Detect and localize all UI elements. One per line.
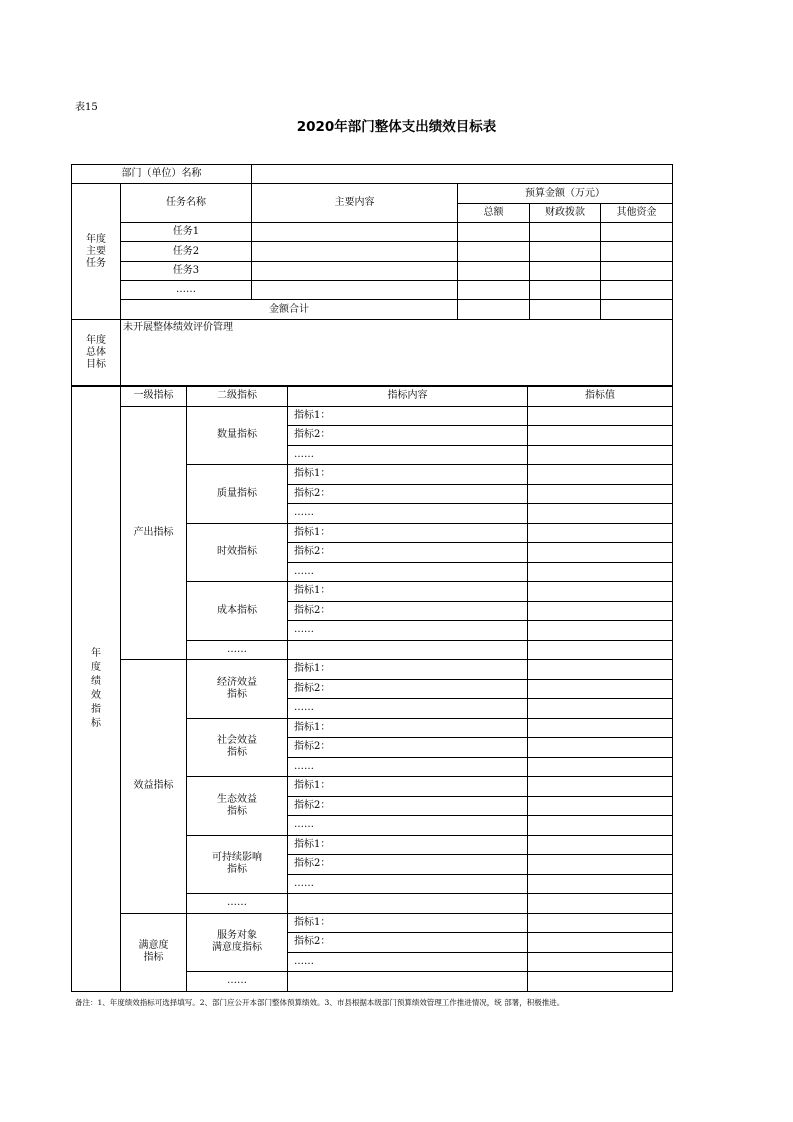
task-row (72, 262, 673, 281)
indicator-content-cell[interactable] (288, 972, 528, 992)
col-indicator-value: 指标值 (528, 387, 673, 407)
indicator-content-cell[interactable]: 指标1： (288, 777, 528, 797)
level2-indicator: 服务对象 满意度指标 (187, 913, 288, 972)
goal-text[interactable]: 未开展整体绩效评价管理 (121, 320, 673, 386)
dept-name-field[interactable] (252, 165, 673, 184)
level2-indicator: 经济效益 指标 (187, 660, 288, 719)
level2-indicator: 可持续影响 指标 (187, 835, 288, 894)
indicator-value-cell[interactable] (528, 406, 673, 426)
level2-indicator-more: …… (187, 894, 288, 914)
task-fiscal-cell[interactable] (530, 223, 601, 242)
sum-other-cell[interactable] (601, 300, 673, 320)
indicator-content-cell[interactable]: 指标1： (288, 582, 528, 602)
indicators-section-label: 年 度 绩 效 指 标 (72, 387, 121, 992)
indicator-value-cell[interactable] (528, 855, 673, 875)
indicator-value-cell[interactable] (528, 796, 673, 816)
col-task-name: 任务名称 (121, 184, 252, 223)
level2-indicator-more: …… (187, 972, 288, 992)
indicator-content-cell[interactable] (288, 640, 528, 660)
col-budget-amount: 预算金额（万元） (458, 184, 673, 204)
table-number-label: 表15 (75, 102, 98, 113)
indicator-value-cell[interactable] (528, 835, 673, 855)
goal-section-label: 年度 总体 目标 (72, 320, 121, 386)
indicator-value-cell[interactable] (528, 504, 673, 524)
task-row (72, 242, 673, 262)
indicator-value-cell[interactable] (528, 874, 673, 894)
task-row (72, 223, 673, 242)
table-row (72, 913, 673, 933)
task-content-cell[interactable] (252, 242, 458, 262)
col-level1-indicator: 一级指标 (121, 387, 187, 407)
page-title: 2020年部门整体支出绩效目标表 (296, 119, 497, 135)
indicator-content-cell[interactable]: …… (288, 562, 528, 582)
indicator-value-cell[interactable] (528, 445, 673, 465)
table-row (72, 660, 673, 680)
indicator-value-cell[interactable] (528, 640, 673, 660)
indicator-content-cell[interactable]: …… (288, 445, 528, 465)
sum-fiscal-cell[interactable] (530, 300, 601, 320)
task-name-cell: 任务3 (121, 262, 252, 281)
task-total-cell[interactable] (458, 262, 530, 281)
level1-indicator-satisfaction: 满意度 指标 (121, 913, 187, 991)
level1-indicator-output: 产出指标 (121, 406, 187, 660)
task-other-cell[interactable] (601, 281, 673, 300)
task-name-cell: 任务2 (121, 242, 252, 262)
indicator-content-cell[interactable]: 指标1： (288, 660, 528, 680)
task-row (72, 281, 673, 300)
indicator-content-cell[interactable]: …… (288, 952, 528, 972)
indicator-content-cell[interactable]: 指标1： (288, 406, 528, 426)
task-other-cell[interactable] (601, 223, 673, 242)
indicator-value-cell[interactable] (528, 523, 673, 543)
indicator-value-cell[interactable] (528, 913, 673, 933)
indicator-value-cell[interactable] (528, 777, 673, 797)
indicator-content-cell[interactable]: 指标1： (288, 523, 528, 543)
indicator-content-cell[interactable]: 指标1： (288, 718, 528, 738)
level2-indicator: 数量指标 (187, 406, 288, 465)
indicator-value-cell[interactable] (528, 972, 673, 992)
indicator-value-cell[interactable] (528, 601, 673, 621)
indicator-content-cell[interactable]: …… (288, 816, 528, 836)
indicator-content-cell[interactable]: 指标2： (288, 543, 528, 563)
indicator-value-cell[interactable] (528, 543, 673, 563)
task-fiscal-cell[interactable] (530, 262, 601, 281)
indicator-content-cell[interactable]: 指标2： (288, 796, 528, 816)
indicator-value-cell[interactable] (528, 699, 673, 719)
indicator-content-cell[interactable]: …… (288, 504, 528, 524)
col-level2-indicator: 二级指标 (187, 387, 288, 407)
indicator-content-cell[interactable]: …… (288, 874, 528, 894)
indicator-value-cell[interactable] (528, 582, 673, 602)
task-other-cell[interactable] (601, 262, 673, 281)
sum-row (72, 300, 673, 320)
indicator-content-cell[interactable]: 指标2： (288, 855, 528, 875)
level2-indicator: 生态效益 指标 (187, 777, 288, 836)
tasks-section-label: 年度 主要 任务 (72, 184, 121, 320)
indicator-content-cell[interactable]: …… (288, 757, 528, 777)
sum-total-cell[interactable] (458, 300, 530, 320)
task-name-cell: …… (121, 281, 252, 300)
indicator-value-cell[interactable] (528, 816, 673, 836)
task-other-cell[interactable] (601, 242, 673, 262)
indicator-content-cell[interactable]: …… (288, 621, 528, 641)
level2-indicator: 时效指标 (187, 523, 288, 582)
level2-indicator-more: …… (187, 640, 288, 660)
level2-indicator: 社会效益 指标 (187, 718, 288, 777)
task-fiscal-cell[interactable] (530, 242, 601, 262)
indicator-value-cell[interactable] (528, 562, 673, 582)
indicator-content-cell[interactable]: 指标1： (288, 913, 528, 933)
level1-indicator-benefit: 效益指标 (121, 660, 187, 914)
indicator-content-cell[interactable]: …… (288, 699, 528, 719)
indicator-value-cell[interactable] (528, 465, 673, 485)
task-total-cell[interactable] (458, 242, 530, 262)
task-content-cell[interactable] (252, 281, 458, 300)
task-total-cell[interactable] (458, 281, 530, 300)
col-fiscal-allocation: 财政拨款 (530, 204, 601, 223)
table-row (72, 387, 673, 407)
level2-indicator: 质量指标 (187, 465, 288, 524)
level2-indicator: 成本指标 (187, 582, 288, 641)
footnote: 备注：1、年度绩效指标可选择填写。2、部门应公开本部门整体预算绩效。3、市县根据本级部门预算绩效管理工作推进情况，统 部署，积极推进。 (75, 998, 565, 1007)
indicator-value-cell[interactable] (528, 894, 673, 914)
indicator-value-cell[interactable] (528, 738, 673, 758)
task-content-cell[interactable] (252, 223, 458, 242)
indicator-content-cell[interactable] (288, 894, 528, 914)
indicator-content-cell[interactable]: 指标2： (288, 679, 528, 699)
indicator-content-cell[interactable]: 指标1： (288, 465, 528, 485)
indicator-content-cell[interactable]: 指标1： (288, 835, 528, 855)
col-total: 总额 (458, 204, 530, 223)
indicator-value-cell[interactable] (528, 621, 673, 641)
indicator-content-cell[interactable]: 指标2： (288, 601, 528, 621)
indicator-value-cell[interactable] (528, 660, 673, 680)
task-total-cell[interactable] (458, 223, 530, 242)
indicator-content-cell[interactable]: 指标2： (288, 484, 528, 504)
dept-name-label: 部门（单位）名称 (72, 165, 252, 184)
col-other-funds: 其他资金 (601, 204, 673, 223)
task-content-cell[interactable] (252, 262, 458, 281)
indicator-content-cell[interactable]: 指标2： (288, 933, 528, 953)
indicator-value-cell[interactable] (528, 679, 673, 699)
indicator-value-cell[interactable] (528, 952, 673, 972)
indicator-content-cell[interactable]: 指标2： (288, 738, 528, 758)
task-name-cell: 任务1 (121, 223, 252, 242)
task-fiscal-cell[interactable] (530, 281, 601, 300)
table-row (72, 406, 673, 426)
col-main-content: 主要内容 (252, 184, 458, 223)
task-table (71, 164, 673, 386)
indicator-value-cell[interactable] (528, 933, 673, 953)
indicator-value-cell[interactable] (528, 718, 673, 738)
sum-label: 金额合计 (121, 300, 458, 320)
indicator-value-cell[interactable] (528, 426, 673, 446)
indicator-content-cell[interactable]: 指标2： (288, 426, 528, 446)
indicator-table (71, 386, 673, 992)
indicator-value-cell[interactable] (528, 757, 673, 777)
indicator-value-cell[interactable] (528, 484, 673, 504)
col-indicator-content: 指标内容 (288, 387, 528, 407)
